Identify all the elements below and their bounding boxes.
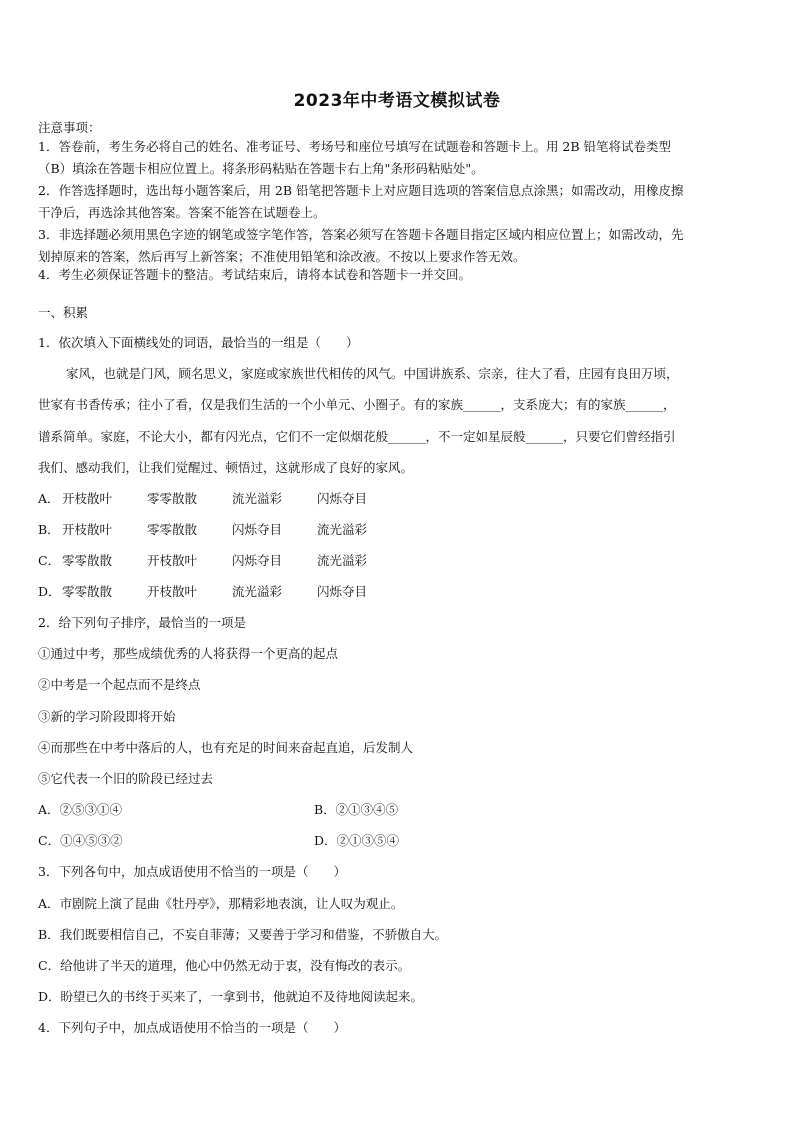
q1-passage-line: 家风，也就是门风，顾名思义，家庭或家族世代相传的风气。中国讲族系、宗亲，往大了看，庄园有良田万顷，	[66, 366, 679, 381]
option-label: A．	[38, 491, 60, 506]
q1-passage-line: 谱系简单。家庭，不论大小，都有闪光点，它们不一定似烟花般______，不一定如星辰般______，只要它们曾经指引	[38, 429, 676, 444]
notice-line: 4．考生必须保证答题卡的整洁。考试结束后，请将本试卷和答题卡一并交回。	[38, 267, 471, 282]
q2-option-c: C．①④⑤③②	[38, 833, 123, 848]
notice-line: 3．非选择题必须用黑色字迹的钢笔或签字笔作答，答案必须写在答题卡各题目指定区域内相应位置上；如需改动，先	[38, 227, 684, 242]
notice-line: 1．答卷前，考生务必将自己的姓名、准考证号、考场号和座位号填写在试题卷和答题卡上。用 2B 铅笔将试卷类型	[38, 139, 672, 154]
option-word: 流光溢彩	[232, 491, 283, 506]
q3-option-b: B．我们既要相信自己，不妄自菲薄；又要善于学习和借鉴，不骄傲自大。	[38, 927, 448, 942]
q1-option-a	[38, 490, 402, 508]
option-word: 零零散散	[62, 584, 113, 599]
option-word: 零零散散	[147, 522, 198, 537]
option-word: 开枝散叶	[147, 553, 198, 568]
notice-line: （B）填涂在答题卡相应位置上。将条形码粘贴在答题卡右上角"条形码粘贴处"。	[38, 161, 484, 176]
option-label: D．	[38, 584, 61, 599]
option-word: 开枝散叶	[62, 491, 113, 506]
q3-stem: 3．下列各句中，加点成语使用不恰当的一项是（ ）	[38, 864, 346, 879]
q4-stem: 4．下列句子中，加点成语使用不恰当的一项是（ ）	[38, 1020, 346, 1035]
q2-option-a: A．②⑤③①④	[38, 802, 123, 817]
option-word: 闪烁夺目	[232, 553, 283, 568]
option-word: 开枝散叶	[62, 522, 113, 537]
option-word: 零零散散	[62, 553, 113, 568]
notice-heading: 注意事项：	[38, 120, 101, 135]
section-heading: 一、积累	[38, 305, 89, 320]
notice-line: 干净后，再选涂其他答案。答案不能答在试题卷上。	[38, 205, 326, 220]
notice-line: 划掉原来的答案，然后再写上新答案；不准使用铅笔和涂改液。不按以上要求作答无效。	[38, 249, 526, 264]
q1-option-c	[38, 552, 402, 570]
option-word: 闪烁夺目	[317, 491, 368, 506]
q2-stem: 2．给下列句子排序，最恰当的一项是	[38, 615, 246, 630]
option-word: 开枝散叶	[147, 584, 198, 599]
q1-passage-line: 我们、感动我们，让我们觉醒过、顿悟过，这就形成了良好的家风。	[38, 460, 414, 475]
option-word: 零零散散	[147, 491, 198, 506]
option-label: B．	[38, 522, 60, 537]
q2-sentence: ①通过中考，那些成绩优秀的人将获得一个更高的起点	[38, 646, 339, 661]
q2-sentence: ③新的学习阶段即将开始	[38, 709, 176, 724]
q1-stem: 1．依次填入下面横线处的词语，最恰当的一组是（ ）	[38, 335, 359, 350]
q3-option-c: C．给他讲了半天的道理，他心中仍然无动于衷，没有悔改的表示。	[38, 958, 411, 973]
q3-option-d: D．盼望已久的书终于买来了，一拿到书，他就迫不及待地阅读起来。	[38, 989, 424, 1004]
q1-option-b	[38, 521, 402, 539]
q3-option-a: A．市剧院上演了昆曲《牡丹亭》，那精彩地表演，让人叹为观止。	[38, 896, 404, 911]
option-word: 闪烁夺目	[317, 584, 368, 599]
notice-line: 2．作答选择题时，选出每小题答案后，用 2B 铅笔把答题卡上对应题目选项的答案信息点涂黑；如需改动，用橡皮擦	[38, 183, 684, 198]
option-word: 流光溢彩	[232, 584, 283, 599]
option-word: 流光溢彩	[317, 522, 368, 537]
q2-sentence: ②中考是一个起点而不是终点	[38, 677, 201, 692]
q1-passage-line: 世家有书香传承；往小了看，仅是我们生活的一个小单元、小圈子。有的家族______，支系庞大；有的家族______，	[38, 397, 676, 412]
q1-option-d	[38, 583, 402, 601]
q2-sentence: ⑤它代表一个旧的阶段已经过去	[38, 771, 214, 786]
option-label: C．	[38, 553, 61, 568]
page-title: 2023年中考语文模拟试卷	[293, 91, 501, 111]
option-word: 流光溢彩	[317, 553, 368, 568]
q2-option-b: B．②①③④⑤	[314, 802, 399, 817]
q2-sentence: ④而那些在中考中落后的人，也有充足的时间来奋起直追，后发制人	[38, 740, 414, 755]
q2-option-d: D．②①③⑤④	[314, 833, 400, 848]
option-word: 闪烁夺目	[232, 522, 283, 537]
